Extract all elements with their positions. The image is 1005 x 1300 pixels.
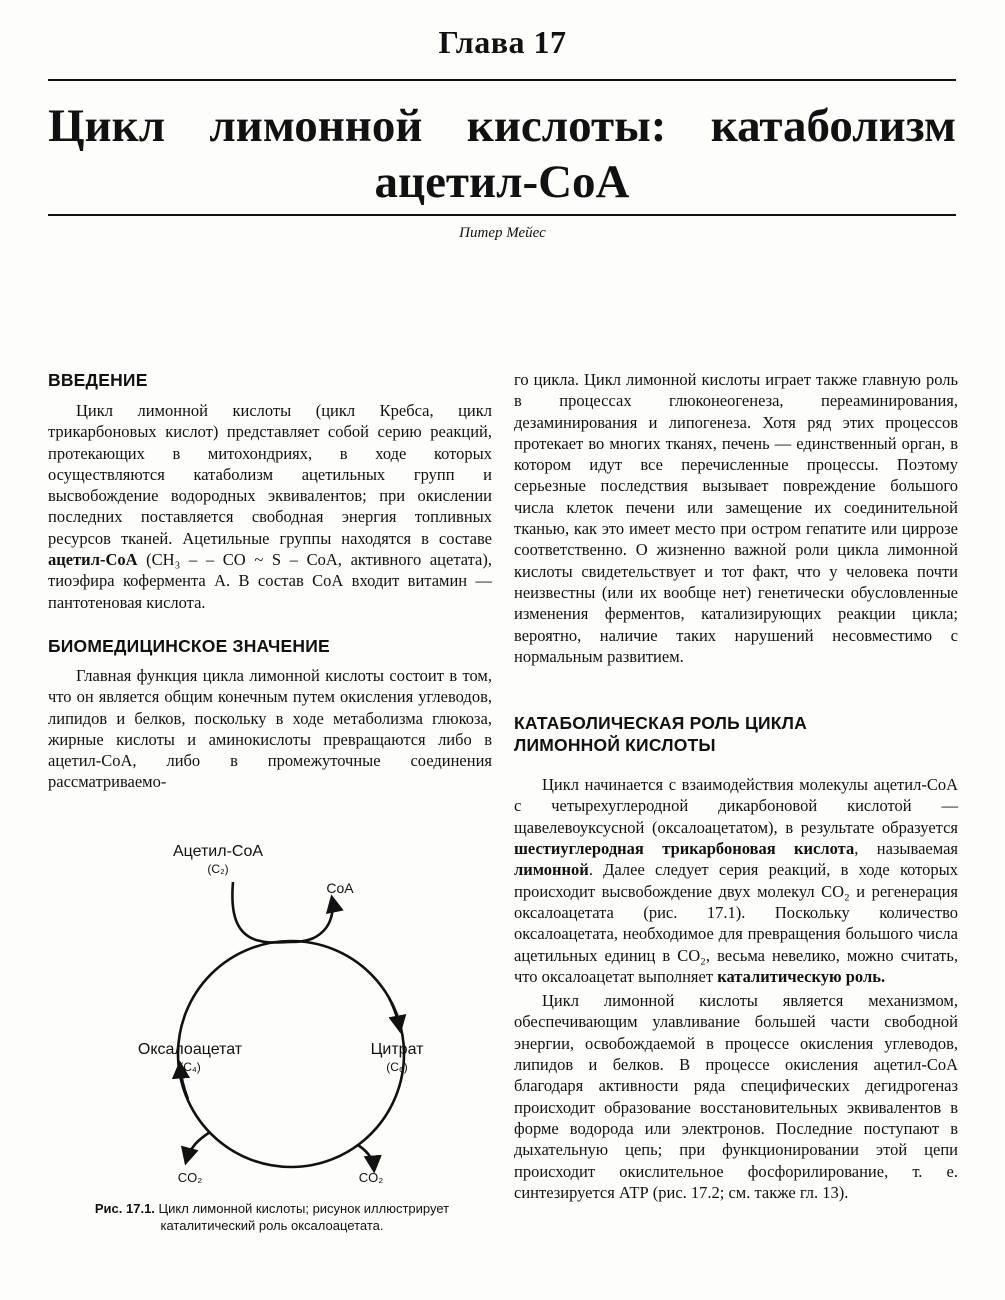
co2-left-label: CO₂ (177, 1170, 203, 1185)
citrate-carbons: (C₆) (386, 1060, 408, 1074)
coa-label: CoA (326, 880, 354, 896)
intro-paragraph: Цикл лимонной кислоты (цикл Кребса, цикл трикарбоновых кислот) представляет собой серию реакций, протекающих в митохондриях, в ходе которых осуществляются катаболизм ацетильных групп и высвобождение водородных эквивалентов; при окислении последних поставляется свободная энергия топливных ресурсов тканей. Ацетильные группы находятся в составе ацетил-СоА (CH₃ – – CO ~ S – CoA, активного ацетата), тиоэфира кофермента А. В состав СоА входит витамин — пантотеновая кислота. (48, 401, 492, 612)
intro-heading: ВВЕДЕНИЕ (48, 370, 148, 390)
co2-left-arrow (186, 1132, 210, 1162)
top-rule (48, 79, 956, 81)
biomed-heading: БИОМЕДИЦИНСКОЕ ЗНАЧЕНИЕ (48, 635, 330, 656)
cycle-arrow-right (389, 998, 400, 1030)
figure-number: Рис. 17.1. (94, 1201, 155, 1216)
oxaloacetate-label: Оксалоацетат (137, 1041, 243, 1058)
chapter-number: Глава 17 (438, 24, 567, 60)
catabolic-heading-line2: ЛИМОННОЙ КИСЛОТЫ (514, 735, 716, 756)
figure-caption: Рис. 17.1. Цикл лимонной кислоты; рисунок иллюстрирует каталитический роль оксалоацетата. (94, 1201, 450, 1233)
bottom-rule (48, 214, 956, 216)
co2-right-label: CO₂ (358, 1170, 384, 1185)
coa-release-arrow (291, 898, 333, 942)
catabolic-paragraph-1: Цикл начинается с взаимодействия молекулы ацетил-СоА с четырехуглеродной дикарбоновой кислотой — щавелевоуксусной (оксалоацетатом), в результате образуется шестиуглеродная трикарбоновая кислота, называемая лимонной. Далее следует серия реакций, в ходе которых происходит высвобождение двух молекул CO₂ и регенерация оксалоацетата (рис. 17.1). Поскольку количество оксалоацетата, необходимое для превращения большого числа ацетильных единиц в CO₂, весьма невелико, можно считать, что оксалоацетат выполняет каталитическую роль. (514, 775, 958, 986)
oxaloacetate-carbons: (C₄) (179, 1060, 201, 1074)
right-column (514, 369, 958, 1203)
co2-right-arrow (358, 1145, 374, 1170)
left-column (48, 369, 492, 793)
catabolic-heading-line1: КАТАБОЛИЧЕСКАЯ РОЛЬ ЦИКЛА (514, 713, 807, 734)
citric-acid-cycle-figure (118, 832, 448, 1197)
acetyl-coa-carbons: (C₂) (207, 862, 229, 876)
biomed-paragraph-2: го цикла. Цикл лимонной кислоты играет также главную роль в процессах глюконеогенеза, переаминирования, дезаминирования и липогенеза. Хотя ряд этих процессов протекает во многих тканях, печень — единственный орган, в котором идут все перечисленные процессы. Поэтому серьезные последствия вызывает повреждение большого числа клеток печени или замещение их соединительной тканью, как это имеет место при остром гепатите или циррозе соответственно. О жизненно важной роли цикла лимонной кислоты свидетельствует и тот факт, что у человека почти неизвестны (или их вообще нет) генетически обусловленные изменения ферментов, катализирующих реакции цикла; вероятно, наличие таких нарушений несовместимо с нормальным развитием. (514, 370, 958, 666)
acetyl-coa-input-arrow (232, 882, 291, 943)
chapter-title-line1: Цикл лимонной кислоты: катаболизм (48, 100, 956, 152)
chapter-title (48, 98, 956, 210)
acetyl-coa-label: Ацетил-СоА (172, 843, 264, 860)
citrate-label: Цитрат (370, 1041, 424, 1058)
chapter-title-line2: ацетил-СоА (374, 156, 630, 208)
biomed-paragraph-1: Главная функция цикла лимонной кислоты состоит в том, что он является общим конечным путем окисления углеводов, липидов и белков, поскольку в ходе метаболизма глюкоза, жирные кислоты и аминокислоты превращаются либо в ацетил-СоА, либо в промежуточные соединения рассматриваемо- (48, 665, 492, 792)
catabolic-paragraph-2: Цикл лимонной кислоты является механизмом, обеспечивающим улавливание большей части свободной энергии, освобождаемой в процессе окисления углеводов, липидов и белков. В процессе окисления ацетил-СоА благодаря активности ряда специфических дегидрогеназ происходит образование восстановительных эквивалентов в форме водорода или электронов. Последние поступают в дыхательную цепь; при функционировании этой цепи происходит окислительное фосфорилирование, т. е. синтезируется АТР (рис. 17.2; см. также гл. 13). (514, 991, 958, 1202)
author: Питер Мейес (459, 225, 546, 241)
